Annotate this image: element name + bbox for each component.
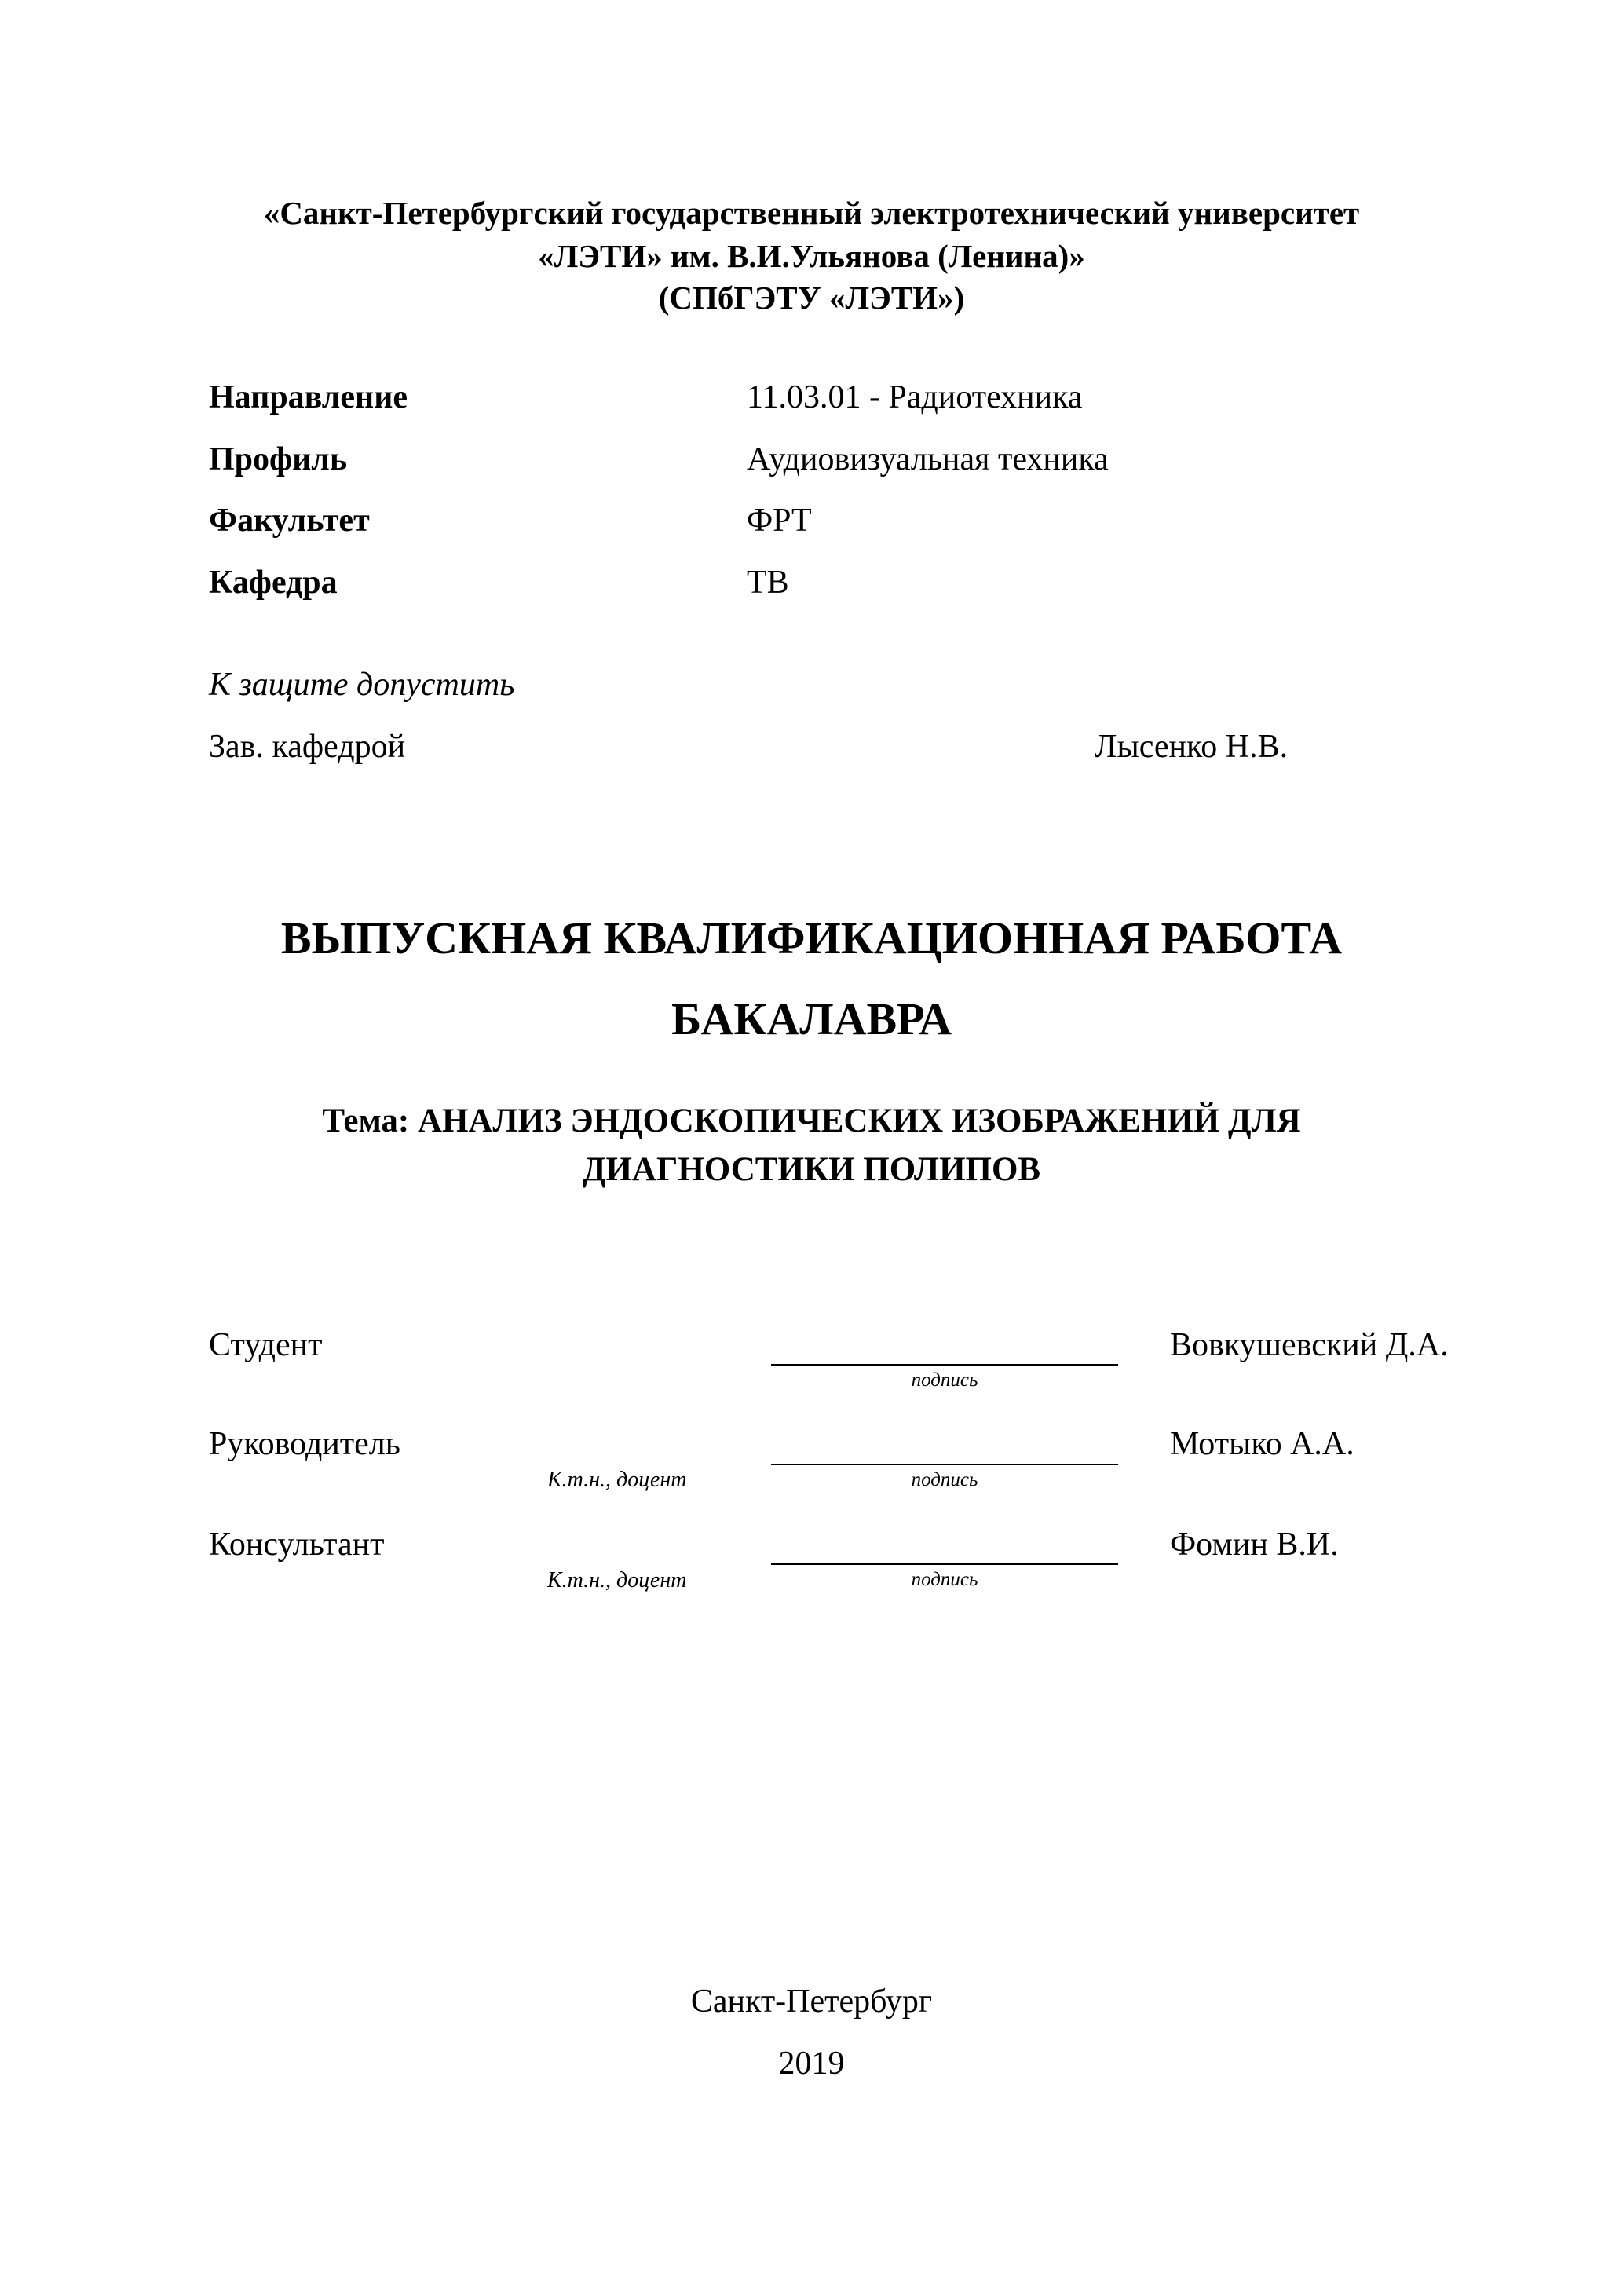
approval-note: К защите допустить xyxy=(209,667,515,703)
signature-caption-student: подпись xyxy=(911,1369,978,1391)
footer-year: 2019 xyxy=(778,2046,845,2082)
info-value-faculty: ФРТ xyxy=(747,503,812,539)
signature-caption-consultant: подпись xyxy=(911,1569,978,1590)
topic-line-1: Тема: АНАЛИЗ ЭНДОСКОПИЧЕСКИХ ИЗОБРАЖЕНИЙ ДЛЯ xyxy=(322,1102,1301,1139)
signature-degree-consultant: К.т.н., доцент xyxy=(547,1568,687,1592)
signature-role-consultant: Консультант xyxy=(209,1526,385,1563)
university-abbreviation: (СПбГЭТУ «ЛЭТИ») xyxy=(658,280,965,316)
info-label-faculty: Факультет xyxy=(209,503,370,539)
signature-role-student: Студент xyxy=(209,1327,323,1363)
signature-name-consultant: Фомин В.И. xyxy=(1170,1526,1339,1563)
signature-role-supervisor: Руководитель xyxy=(209,1426,400,1462)
signature-line-consultant xyxy=(771,1563,1118,1565)
work-title-line-1: ВЫПУСКНАЯ КВАЛИФИКАЦИОННАЯ РАБОТА xyxy=(280,912,1343,963)
signature-caption-supervisor: подпись xyxy=(911,1469,978,1490)
info-label-department: Кафедра xyxy=(209,565,338,601)
info-label-direction: Направление xyxy=(209,379,408,415)
university-name-line-2: «ЛЭТИ» им. В.И.Ульянова (Ленина)» xyxy=(538,238,1085,274)
signature-line-supervisor xyxy=(771,1464,1118,1465)
footer-city: Санкт-Петербург xyxy=(690,1983,933,2020)
info-value-direction: 11.03.01 - Радиотехника xyxy=(747,379,1083,415)
info-value-department: ТВ xyxy=(747,565,789,601)
signature-line-student xyxy=(771,1364,1118,1366)
info-value-profile: Аудиовизуальная техника xyxy=(747,441,1109,477)
info-label-profile: Профиль xyxy=(209,441,348,477)
signature-name-student: Вовкушевский Д.А. xyxy=(1170,1327,1449,1363)
signature-degree-supervisor: К.т.н., доцент xyxy=(547,1468,687,1492)
approval-position: Зав. кафедрой xyxy=(209,729,406,765)
work-title-line-2: БАКАЛАВРА xyxy=(671,993,952,1044)
signature-name-supervisor: Мотыко А.А. xyxy=(1170,1426,1354,1462)
approval-name: Лысенко Н.В. xyxy=(1095,729,1289,765)
topic-line-2: ДИАГНОСТИКИ ПОЛИПОВ xyxy=(582,1151,1041,1188)
university-name-line-1: «Санкт-Петербургский государственный электротехнический университет xyxy=(263,195,1360,231)
